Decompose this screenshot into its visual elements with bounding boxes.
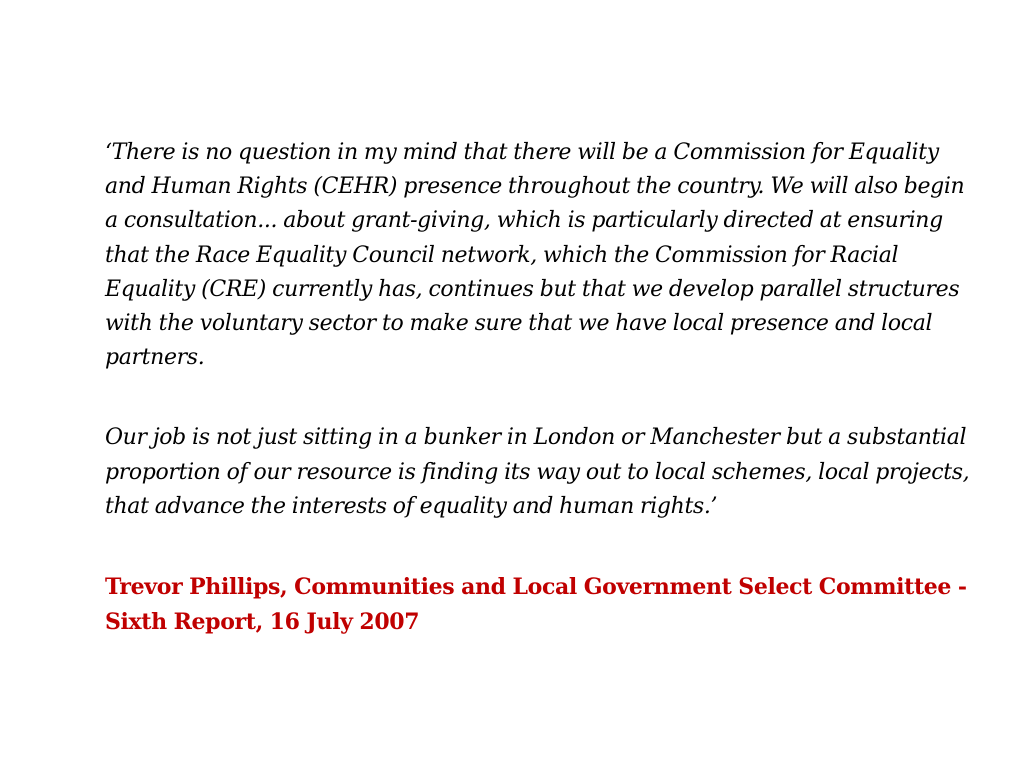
quote-block — [105, 136, 975, 640]
quote-paragraph-2: Our job is not just sitting in a bunker in London or Manchester but a substantial proportion of our resource is finding its way out to local schemes, local projects, that advance the interests of equality and human rights.’ — [105, 425, 970, 519]
quote-attribution: Trevor Phillips, Communities and Local Government Select Committee - Sixth Report, 16 July 2007 — [105, 574, 967, 636]
quote-paragraph-1: ‘There is no question in my mind that there will be a Commission for Equality and Human Rights (CEHR) presence throughout the country. We will also begin a consultation... about grant-giving, which is particularly directed at ensuring that the Race Equality Council network, which the Commission for Racial Equality (CRE) currently has, continues but that we develop parallel structures with the voluntary sector to make sure that we have local presence and local partners. — [105, 140, 965, 371]
